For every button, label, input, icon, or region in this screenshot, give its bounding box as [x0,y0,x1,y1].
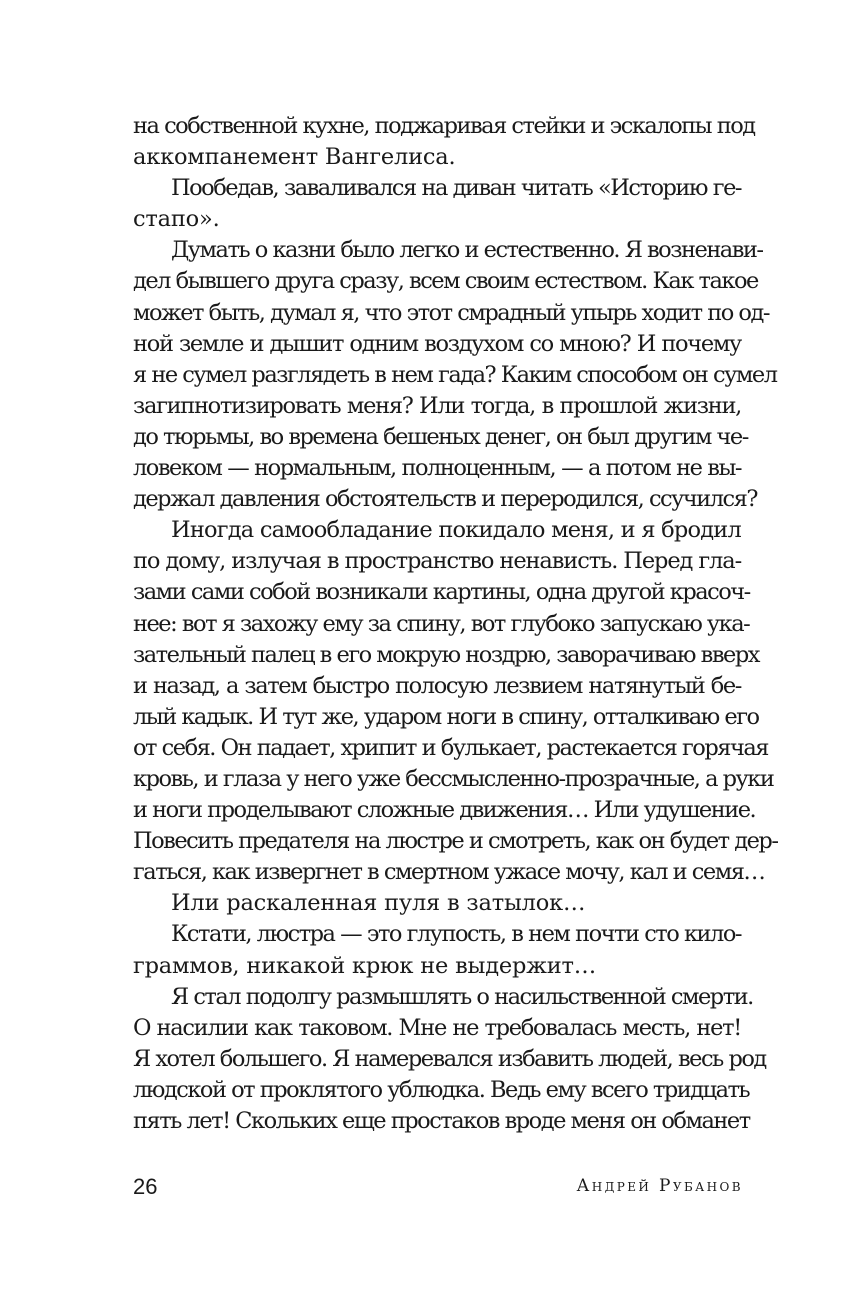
text-line: ловеком — нормальным, полноценным, — а потом не вы- [133,455,741,482]
text-line: зами сами собой возникали картины, одна другой красоч- [133,579,750,606]
running-head-author: Андрей Рубанов [576,1176,743,1196]
text-line: Или раскаленная пуля в затылок… [171,890,586,917]
text-line: ной земле и дышит одним воздухом со мною? И почему [133,330,741,357]
text-line: Иногда самообладание покидало меня, и я бродил [171,517,741,544]
text-line: граммов, никакой крюк не выдержит… [133,952,597,979]
text-line: кровь, и глаза у него уже бессмысленно-прозрачные, а руки [133,765,774,792]
text-line: Пообедав, заваливался на диван читать «Историю ге- [171,175,741,202]
text-line: до тюрьмы, во времена бешеных денег, он был другим че- [133,423,748,450]
text-line: гаться, как извергнет в смертном ужасе мочу, кал и семя… [133,859,765,886]
text-line: стапо». [133,206,220,233]
text-line: людской от проклятого ублюдка. Ведь ему всего тридцать [133,1076,750,1103]
text-line: Кстати, люстра — это глупость, в нем почти сто кило- [171,921,741,948]
text-line: О насилии как таковом. Мне не требовалась месть, нет! [133,1014,741,1041]
text-line: нее: вот я захожу ему за спину, вот глубоко запускаю ука- [133,610,750,637]
text-line: по дому, излучая в пространство ненависть. Перед гла- [133,548,742,575]
page-footer [133,1174,743,1204]
text-line: на собственной кухне, поджаривая стейки и эскалопы под [133,113,755,139]
text-line: может быть, думал я, что этот смрадный упырь ходит по од- [133,299,769,326]
text-line: Я стал подолгу размышлять о насильственной смерти. [171,983,753,1010]
text-line: Думать о казни было легко и естественно. Я возненави- [171,237,763,264]
text-line: дел бывшего друга сразу, всем своим естеством. Как такое [133,268,758,295]
text-line: пять лет! Скольких еще простаков вроде меня он обманет [133,1108,750,1134]
text-line: загипнотизировать меня? Или тогда, в прошлой жизни, [133,392,741,419]
text-line: я не сумел разглядеть в нем гада? Каким способом он сумел [133,361,777,388]
page-number: 26 [133,1174,158,1199]
text-line: держал давления обстоятельств и переродился, ссучился? [133,486,757,513]
page-body-text [133,111,778,1137]
text-line: Я хотел большего. Я намеревался избавить людей, весь род [133,1045,766,1072]
text-line: и ноги проделывают сложные движения… Или удушение. [133,797,756,824]
text-line: Повесить предателя на люстре и смотреть, как он будет дер- [133,828,778,855]
text-line: и назад, а затем быстро полосую лезвием натянутый бе- [133,672,741,699]
text-line: лый кадык. И тут же, ударом ноги в спину, отталкиваю его [133,703,759,730]
text-line: аккомпанемент Вангелиса. [133,144,456,171]
text-line: зательный палец в его мокрую ноздрю, заворачиваю вверх [133,641,759,668]
text-line: от себя. Он падает, хрипит и булькает, растекается горячая [133,734,768,761]
